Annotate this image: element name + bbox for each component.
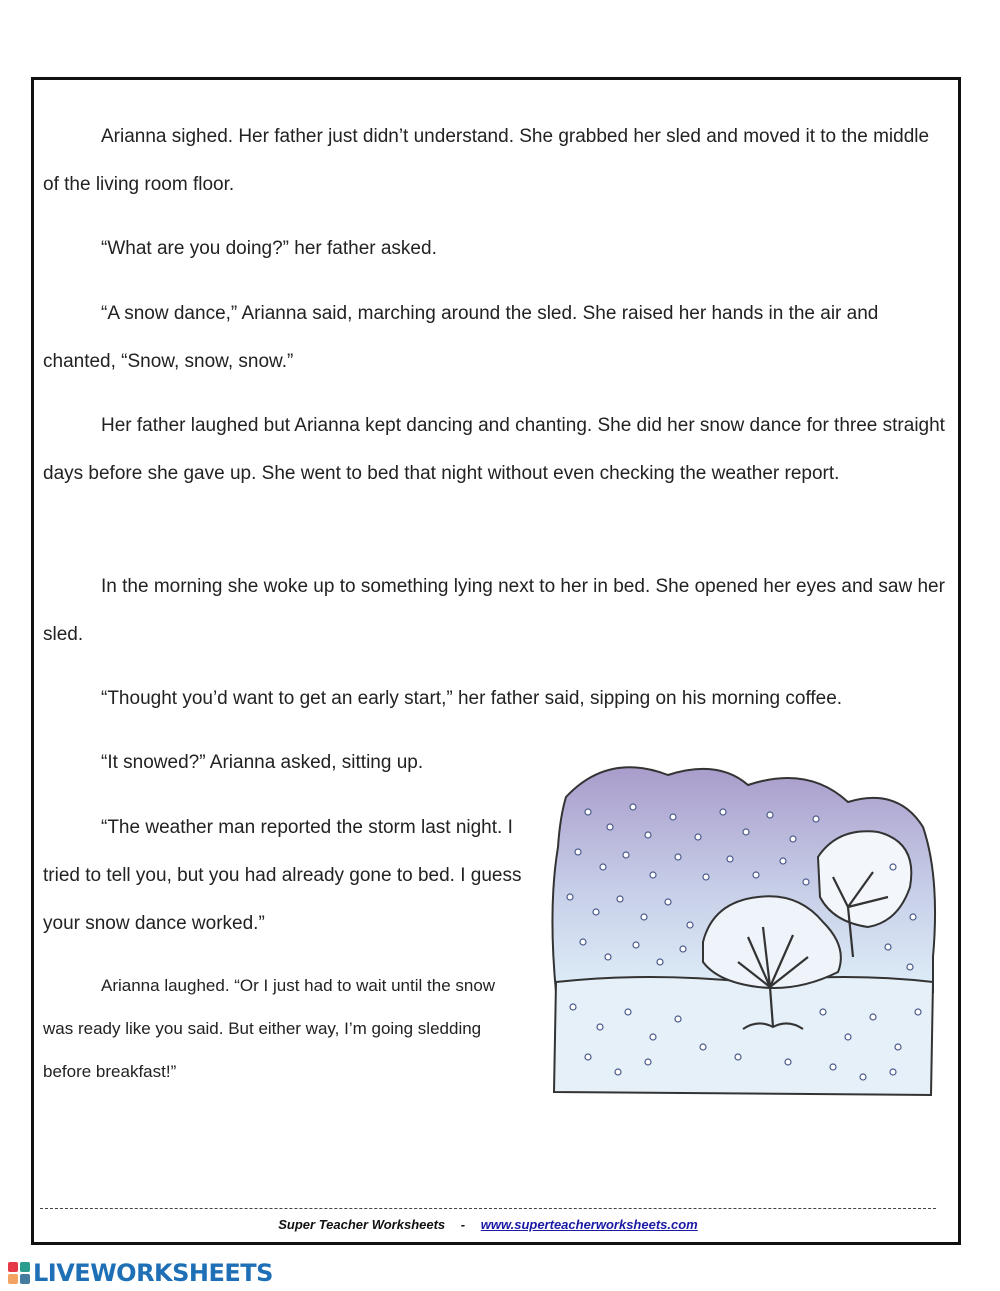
story-paragraph-8: “The weather man reported the storm last night. I tried to tell you, but you had already gone to bed. I guess your snow dance worked.” xyxy=(43,817,522,934)
story-paragraph-3: “A snow dance,” Arianna said, marching around the sled. She raised her hands in the air and chanted, “Snow, snow, snow.” xyxy=(43,303,879,372)
story-paragraph-7: “It snowed?” Arianna asked, sitting up. xyxy=(101,752,424,773)
liveworksheets-brand[interactable] xyxy=(8,1258,273,1288)
story-paragraph-4: Her father laughed but Arianna kept dancing and chanting. She did her snow dance for three straight days before she gave up. She went to bed that night without even checking the weather report. xyxy=(43,415,945,484)
footer-publisher: Super Teacher Worksheets xyxy=(278,1217,446,1232)
liveworksheets-wordmark: LIVEWORKSHEETS xyxy=(33,1259,273,1287)
footer-website-link[interactable]: www.superteacherworksheets.com xyxy=(480,1217,698,1232)
footer-divider xyxy=(40,1208,936,1209)
story-paragraph-1: Arianna sighed. Her father just didn’t understand. She grabbed her sled and moved it to the middle of the living room floor. xyxy=(43,126,930,195)
snow-scene-illustration xyxy=(548,757,940,1102)
story-paragraph-2: “What are you doing?” her father asked. xyxy=(101,238,437,259)
liveworksheets-logo-icon xyxy=(8,1262,30,1284)
story-paragraph-9: Arianna laughed. “Or I just had to wait until the snow was ready like you said. But either way, I’m going sledding before breakfast!” xyxy=(43,976,496,1081)
story-paragraph-6: “Thought you’d want to get an early start,” her father said, sipping on his morning coffee. xyxy=(101,688,843,709)
footer xyxy=(40,1217,936,1232)
snow-ground xyxy=(554,977,933,1095)
footer-separator: - xyxy=(460,1217,466,1232)
story-paragraph-5: In the morning she woke up to something lying next to her in bed. She opened her eyes and saw her sled. xyxy=(43,576,945,645)
